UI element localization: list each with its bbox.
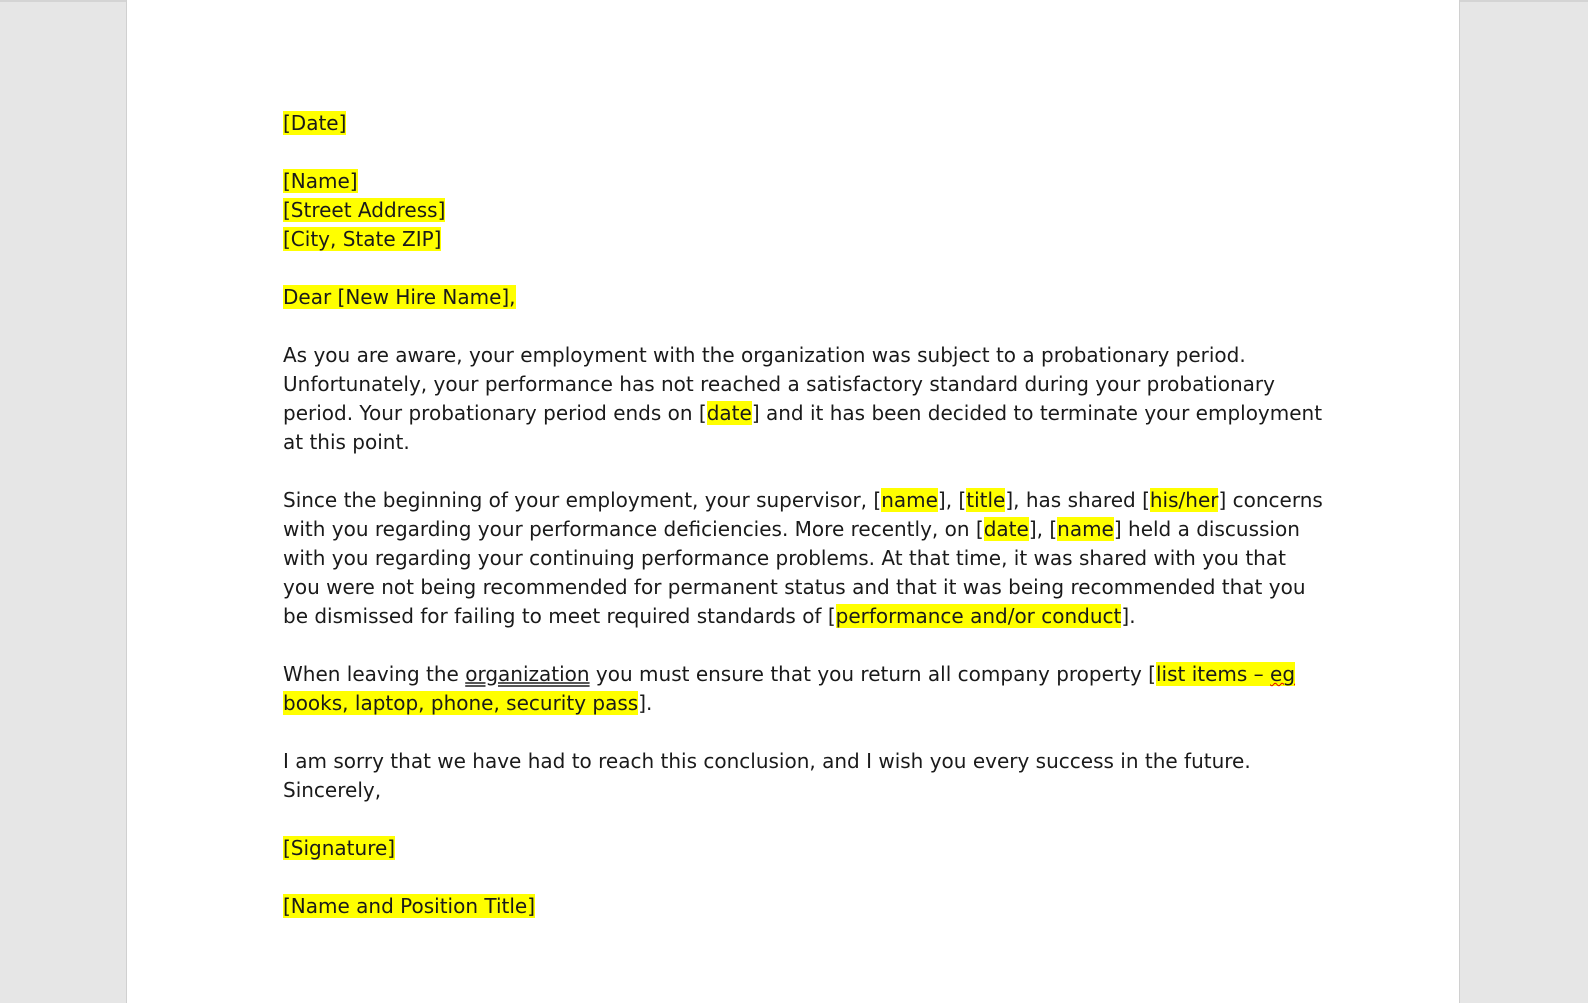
spacer [283,312,1323,341]
paragraph-closing: I am sorry that we have had to reach this conclusion, and I wish you every success in the future. [283,749,1251,773]
p2-date-placeholder: date [983,517,1029,541]
signature-placeholder: [Signature] [283,836,396,860]
p1-text-a: As you are aware, your employment with the organization was subject to a probationary period. Unfortunately, your performance has not reached a satisfactory standard during your probationary period. Your probationary period ends on [ [283,343,1275,425]
paragraph-probation [283,341,1323,457]
p3-items-placeholder-a: list items – [1155,662,1271,686]
spacer [283,138,1323,167]
recipient-name-line [283,167,1323,196]
spacer [283,805,1323,834]
p1-text-b: ] and it has been decided to terminate your employment at this point. [283,401,1323,454]
p2-name-placeholder: name [881,488,938,512]
spacer [283,863,1323,892]
closing-line: Sincerely, [283,778,382,802]
p3-text-b: you must ensure that you return all company property [ [589,662,1156,686]
city-state-zip-placeholder: [City, State ZIP] [283,227,442,251]
p1-date-placeholder: date [706,401,752,425]
name-title-line [283,892,1323,921]
p2-text-c: ], has shared [ [1005,488,1150,512]
p3-items-placeholder-b: books, laptop, phone, security pass [283,691,639,715]
p2-name2-placeholder: name [1057,517,1114,541]
p2-text-b: ], [ [937,488,967,512]
salutation-placeholder: Dear [New Hire Name], [283,285,516,309]
p2-title-placeholder: title [966,488,1006,512]
signature-line [283,834,1323,863]
spacer [283,718,1323,747]
salutation-line [283,283,1323,312]
name-title-placeholder: [Name and Position Title] [283,894,536,918]
p3-text-a: When leaving the [283,662,466,686]
city-state-zip-line [283,225,1323,254]
letter-body[interactable] [283,109,1323,921]
p3-spellcheck-eg[interactable]: eg [1270,662,1296,686]
spacer [283,457,1323,486]
street-address-line [283,196,1323,225]
p2-text-f: ] held a discussion with you regarding your continuing performance problems. At that time, it was shared with you that you were not being recommended for permanent status and that it was being recommended that you be dismissed for failing to meet required standards of [ [283,517,1306,628]
spacer [283,631,1323,660]
street-address-placeholder: [Street Address] [283,198,446,222]
spacer [283,254,1323,283]
date-placeholder: [Date] [283,111,347,135]
p2-text-g: ]. [1121,604,1136,628]
document-page[interactable] [126,0,1460,1003]
p2-text-d: ] concerns with you regarding your performance deficiencies. More recently, on [ [283,488,1323,541]
p2-standard-placeholder: performance and/or conduct [835,604,1122,628]
organization-word[interactable]: organization [465,662,590,686]
date-line [283,109,1323,138]
paragraph-performance [283,486,1323,631]
p2-pronoun-placeholder: his/her [1149,488,1219,512]
p2-text-a: Since the beginning of your employment, your supervisor, [ [283,488,882,512]
p2-text-e: ], [ [1028,517,1058,541]
p3-text-c: ]. [638,691,653,715]
recipient-name-placeholder: [Name] [283,169,358,193]
paragraph-property [283,660,1323,718]
